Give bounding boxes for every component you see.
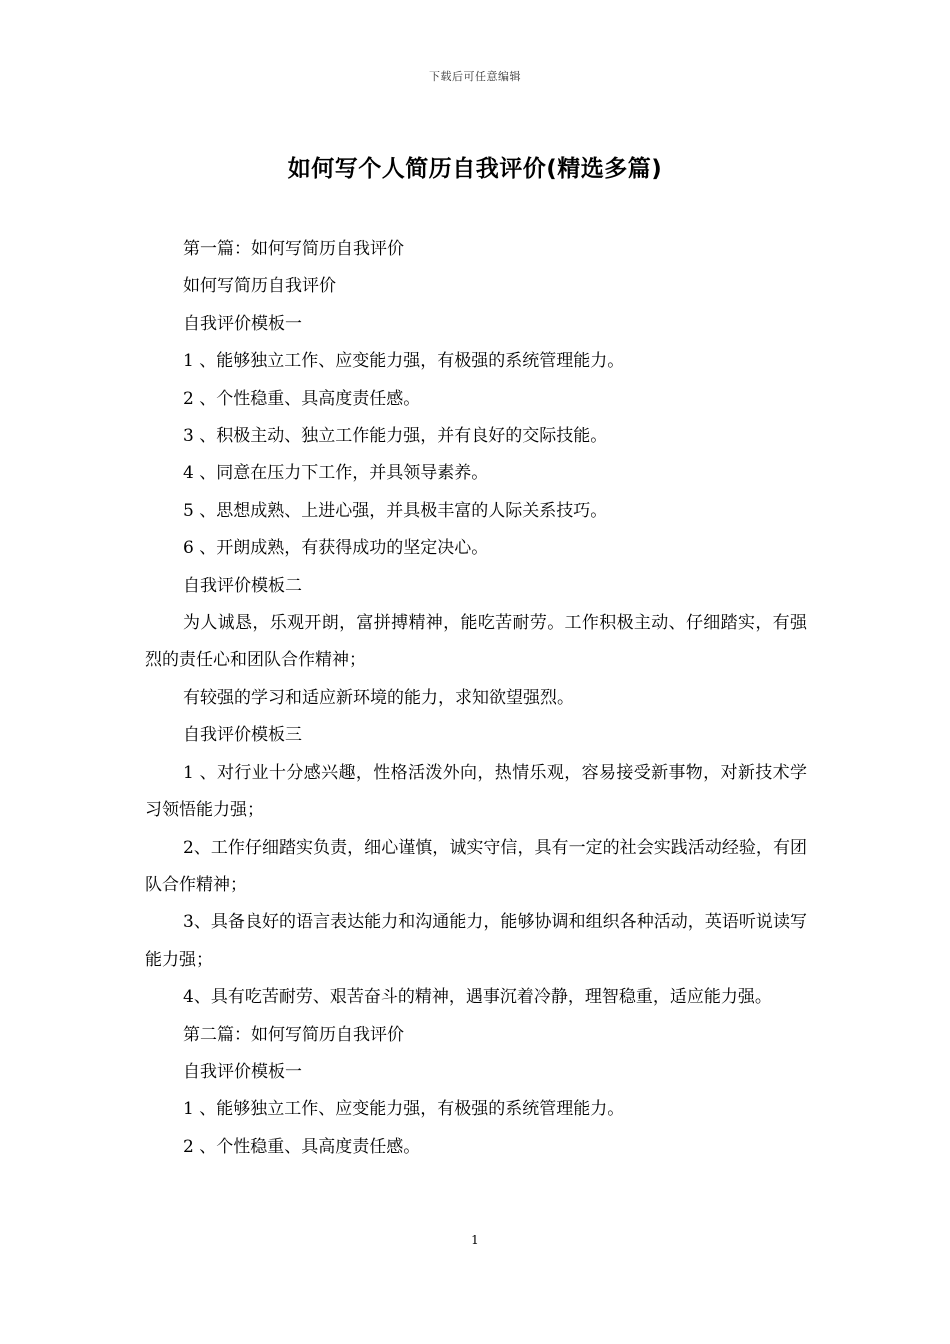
list-item: 5 、思想成熟、上进心强，并具极丰富的人际关系技巧。 [183, 500, 608, 521]
template-heading: 自我评价模板三 [183, 725, 302, 746]
document-title: 如何写个人简历自我评价(精选多篇) [287, 156, 663, 182]
list-item: 4、具有吃苦耐劳、艰苦奋斗的精神，遇事沉着冷静，理智稳重，适应能力强。 [183, 987, 772, 1008]
list-item: 1 、能够独立工作、应变能力强，有极强的系统管理能力。 [183, 351, 625, 372]
list-item: 4 、同意在压力下工作，并具领导素养。 [183, 463, 489, 484]
list-item: 3 、积极主动、独立工作能力强，并有良好的交际技能。 [183, 426, 608, 447]
document-body [145, 231, 807, 1166]
section-heading: 第一篇：如何写简历自我评价 [183, 239, 404, 259]
paragraph: 为人诚恳，乐观开朗，富拼搏精神，能吃苦耐劳。工作积极主动、仔细踏实，有强烈的责任心和团队合作精神； [145, 613, 807, 671]
list-item: 3、具备良好的语言表达能力和沟通能力，能够协调和组织各种活动，英语听说读写能力强； [145, 912, 807, 970]
list-item: 1 、对行业十分感兴趣，性格活泼外向，热情乐观，容易接受新事物，对新技术学习领悟能力强； [145, 762, 807, 821]
list-item: 2 、个性稳重、具高度责任感。 [183, 1136, 421, 1157]
list-item: 6 、开朗成熟，有获得成功的坚定决心。 [183, 538, 489, 559]
list-item: 2 、个性稳重、具高度责任感。 [183, 388, 421, 409]
template-heading: 自我评价模板二 [183, 575, 302, 596]
list-item: 1 、能够独立工作、应变能力强，有极强的系统管理能力。 [183, 1099, 625, 1120]
paragraph: 如何写简历自我评价 [183, 276, 336, 297]
page-number: 1 [471, 1233, 479, 1247]
template-heading: 自我评价模板一 [183, 1061, 302, 1082]
template-heading: 自我评价模板一 [183, 313, 302, 334]
header-note: 下载后可任意编辑 [429, 70, 521, 83]
section-heading: 第二篇：如何写简历自我评价 [183, 1024, 404, 1045]
paragraph: 有较强的学习和适应新环境的能力，求知欲望强烈。 [183, 687, 574, 708]
list-item: 2、工作仔细踏实负责，细心谨慎，诚实守信，具有一定的社会实践活动经验，有团队合作精神； [145, 837, 807, 895]
